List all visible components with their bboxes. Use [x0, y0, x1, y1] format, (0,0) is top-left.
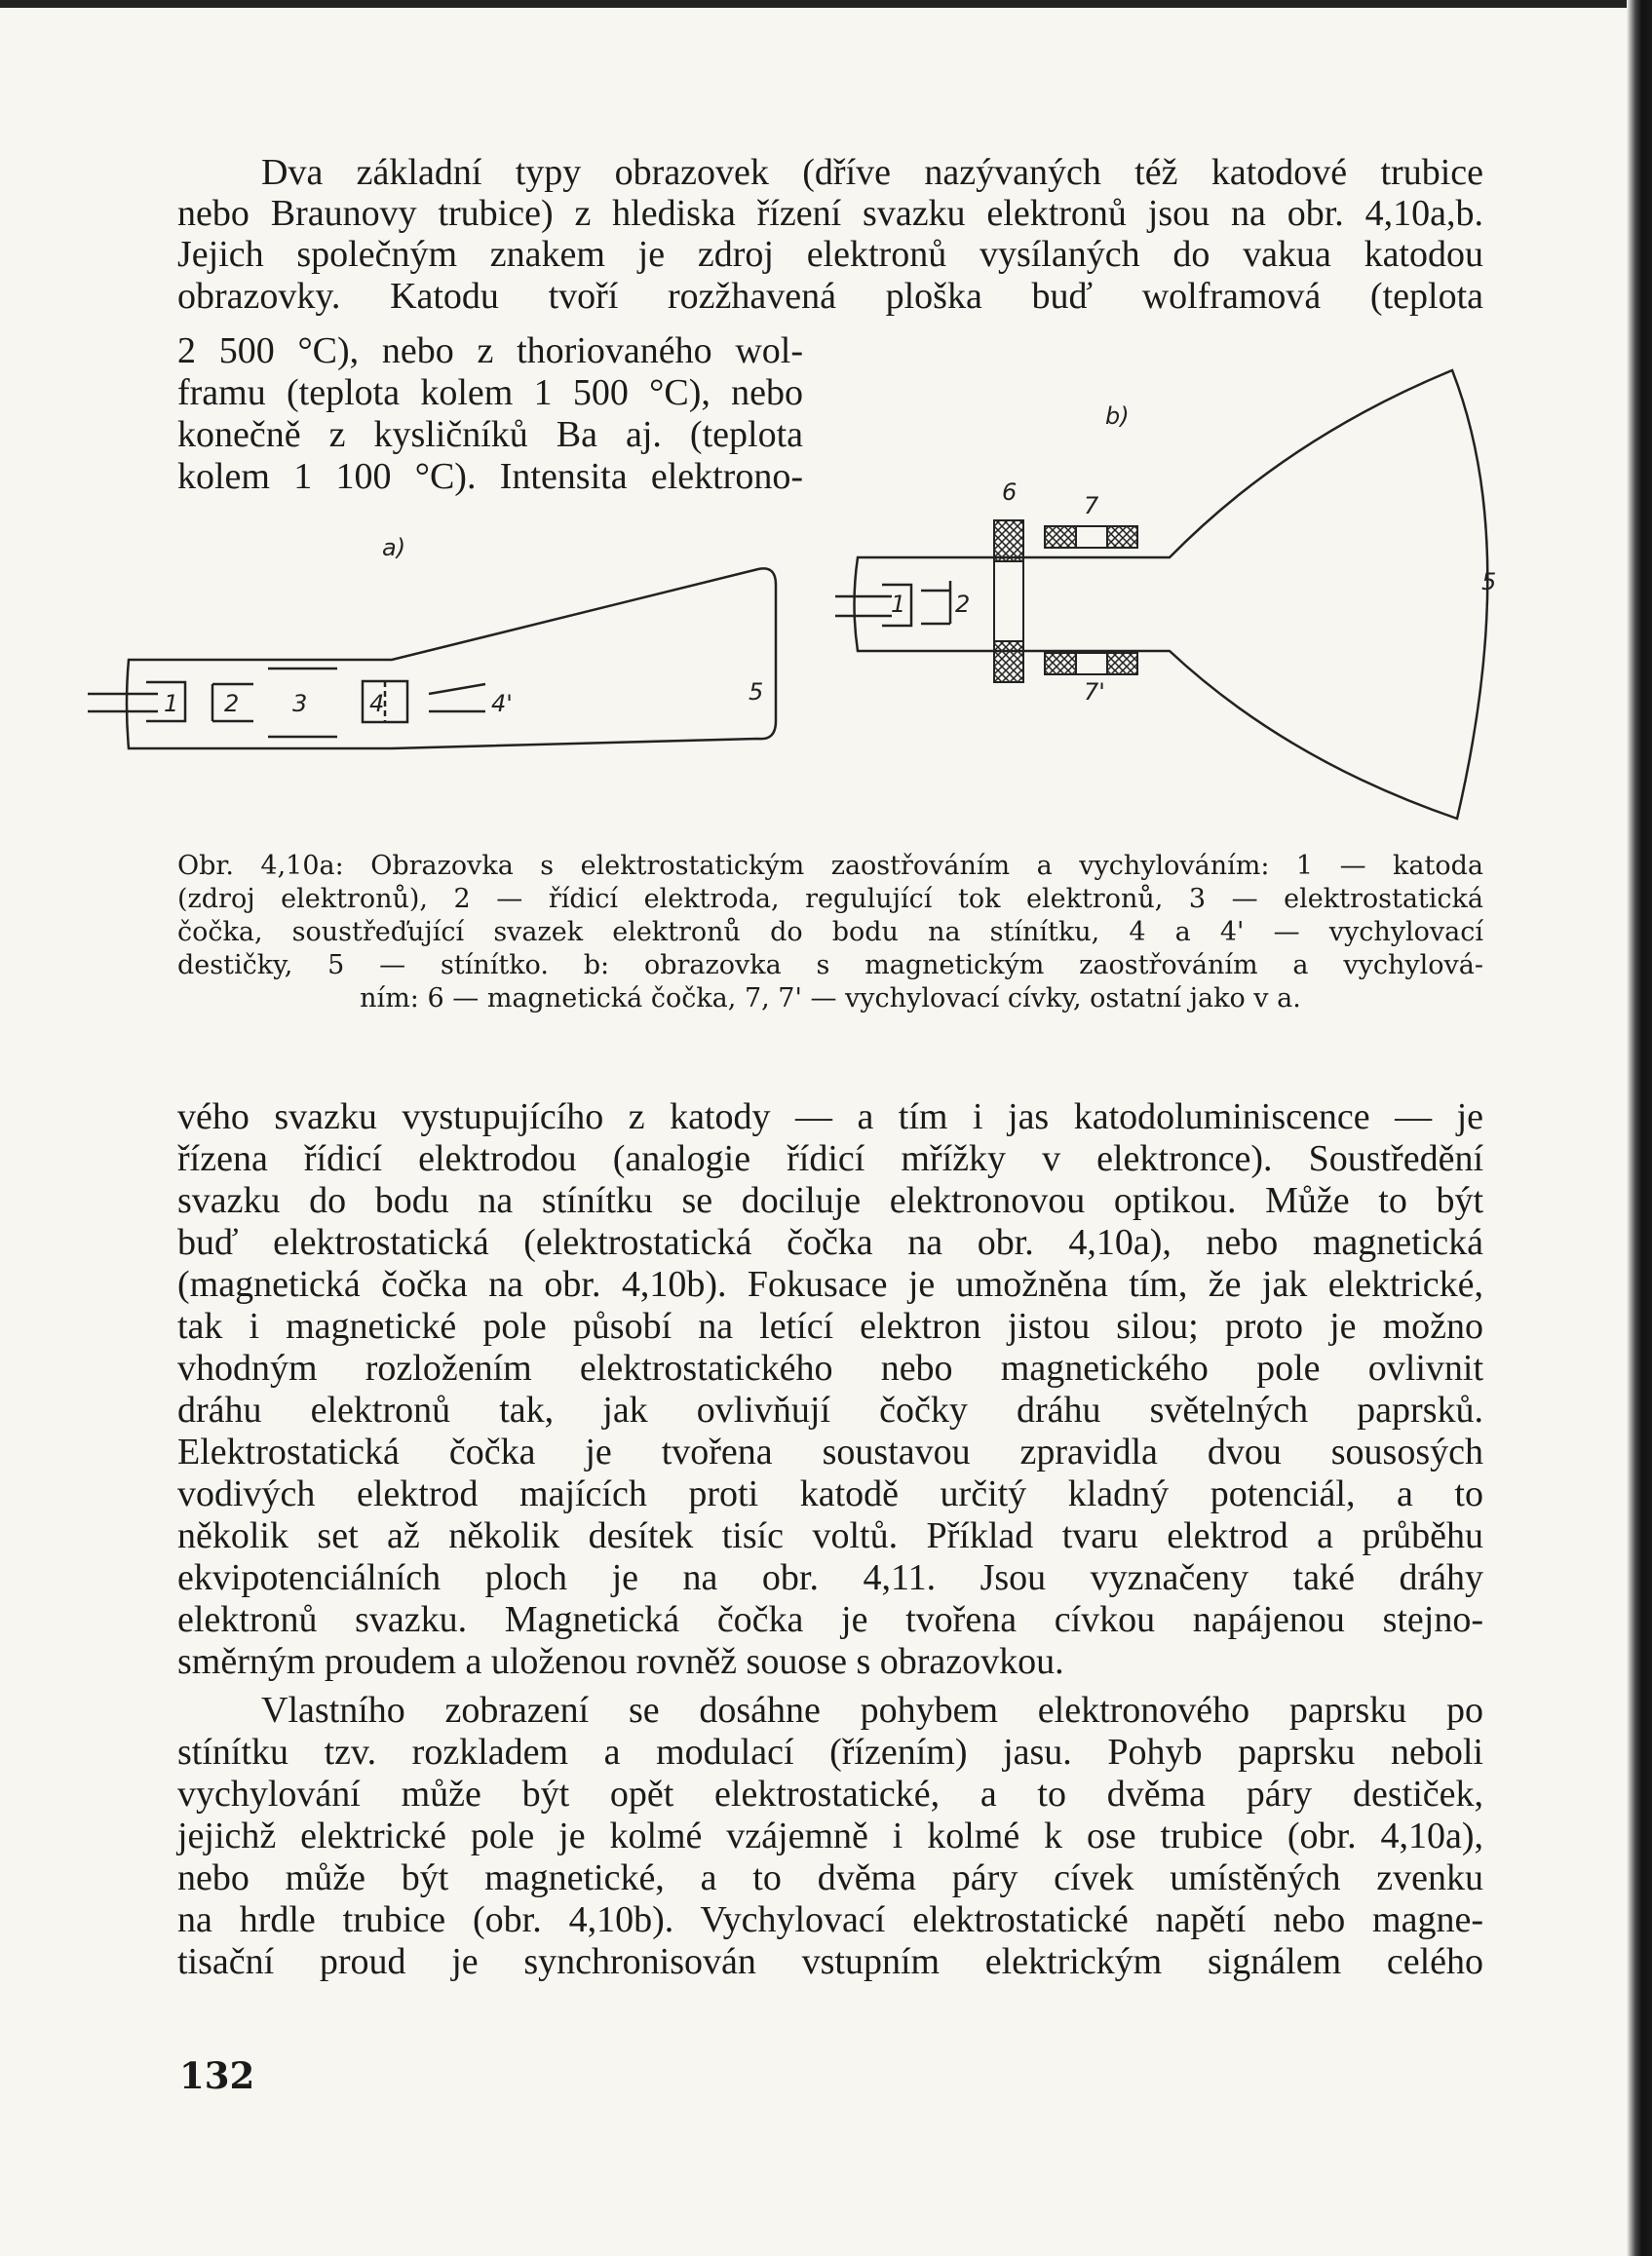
- panel-b-label: b): [1105, 402, 1130, 430]
- text-line: tak i magnetické pole působí na letící elektron jistou silou; proto je možno: [177, 1306, 1483, 1347]
- crt-figure: [0, 0, 1652, 877]
- label-3: 3: [292, 690, 308, 717]
- text-line: dráhu elektronů tak, jak ovlivňují čočky dráhu světelných paprsků.: [177, 1390, 1483, 1431]
- text-line: jejichž elektrické pole je kolmé vzájemně i kolmé k ose trubice (obr. 4,10a),: [177, 1816, 1483, 1856]
- text-line: vodivých elektrod majících proti katodě určitý kladný potenciál, a to: [177, 1473, 1483, 1514]
- text-line: nebo může být magnetické, a to dvěma páry cívek umístěných zvenku: [177, 1857, 1483, 1898]
- label-1: 1: [164, 690, 179, 717]
- label-2: 2: [224, 690, 240, 717]
- text-line: vychylování může být opět elektrostatické, a to dvěma páry destiček,: [177, 1774, 1483, 1815]
- text-line: několik set až několik desítek tisíc voltů. Příklad tvaru elektrod a průběhu: [177, 1515, 1483, 1556]
- text-line: framu (teplota kolem 1 500 °C), nebo: [177, 372, 803, 413]
- text-line: nebo Braunovy trubice) z hlediska řízení svazku elektronů jsou na obr. 4,10a,b.: [177, 193, 1483, 234]
- magnetic-lens-top: [994, 520, 1023, 561]
- page-number: 132: [179, 2054, 255, 2097]
- text-line: tisační proud je synchronisován vstupním elektrickým signálem celého: [177, 1941, 1483, 1982]
- text-line: elektronů svazku. Magnetická čočka je tvořena cívkou napájenou stejno-: [177, 1599, 1483, 1640]
- label-6: 6: [1002, 478, 1018, 506]
- text-line: Vlastního zobrazení se dosáhne pohybem elektronového paprsku po: [261, 1690, 1483, 1731]
- text-line: (magnetická čočka na obr. 4,10b). Fokusace je umožněna tím, že jak elektrické,: [177, 1264, 1483, 1305]
- caption-line: čočka, soustřeďující svazek elektronů do bodu na stínítku, 4 a 4' — vychylovací: [177, 917, 1483, 947]
- label-4-prime: 4': [491, 690, 513, 717]
- text-line: na hrdle trubice (obr. 4,10b). Vychylovací elektrostatické napětí nebo magne-: [177, 1899, 1483, 1940]
- text-line: buď elektrostatická (elektrostatická čočka na obr. 4,10a), nebo magnetická: [177, 1222, 1483, 1263]
- label-2: 2: [955, 591, 971, 618]
- text-line: řízena řídicí elektrodou (analogie řídicí mřížky v elektronce). Soustředění: [177, 1138, 1483, 1179]
- label-7-prime: 7': [1084, 678, 1105, 706]
- label-5: 5: [749, 678, 764, 706]
- label-1: 1: [891, 591, 906, 618]
- text-line: ekvipotenciálních ploch je na obr. 4,11. Jsou vyznačeny také dráhy: [177, 1557, 1483, 1598]
- text-line: stínítku tzv. rozkladem a modulací (řízením) jasu. Pohyb paprsku neboli: [177, 1732, 1483, 1773]
- text-line: konečně z kysličníků Ba aj. (teplota: [177, 414, 803, 455]
- cathode-leads-a: [88, 694, 158, 711]
- text-line: směrným proudem a uloženou rovněž souose s obrazovkou.: [177, 1641, 1064, 1682]
- text-line: vhodným rozložením elektrostatického nebo magnetického pole ovlivnit: [177, 1348, 1483, 1389]
- magnetic-lens-bottom: [994, 641, 1023, 682]
- text-line: Dva základní typy obrazovek (dříve nazývaných též katodové trubice: [261, 152, 1483, 193]
- text-line: Jejich společným znakem je zdroj elektronů vysílaných do vakua katodou: [177, 234, 1483, 275]
- text-line: kolem 1 100 °C). Intensita elektrono-: [177, 456, 803, 497]
- caption-line: destičky, 5 — stínítko. b: obrazovka s magnetickým zaostřováním a vychylová-: [177, 950, 1483, 980]
- caption-line: (zdroj elektronů), 2 — řídicí elektroda, regulující tok elektronů, 3 — elektrostatická: [177, 884, 1483, 914]
- caption-line: ním: 6 — magnetická čočka, 7, 7' — vychylovací cívky, ostatní jako v a.: [360, 983, 1301, 1013]
- text-line: svazku do bodu na stínítku se dociluje elektronovou optikou. Může to být: [177, 1180, 1483, 1221]
- text-line: 2 500 °C), nebo z thoriovaného wol-: [177, 330, 803, 371]
- cathode-leads-b: [835, 596, 892, 616]
- text-line: obrazovky. Katodu tvoří rozžhavená ploška buď wolframová (teplota: [177, 276, 1483, 317]
- caption-line: Obr. 4,10a: Obrazovka s elektrostatickým zaostřováním a vychylováním: 1 — katoda: [177, 851, 1483, 881]
- label-7: 7: [1084, 492, 1099, 519]
- label-4: 4: [369, 690, 385, 717]
- panel-a-label: a): [382, 534, 406, 561]
- label-5: 5: [1481, 568, 1497, 595]
- text-line: vého svazku vystupujícího z katody — a tím i jas katodoluminiscence — je: [177, 1096, 1483, 1137]
- text-line: Elektrostatická čočka je tvořena soustavou zpravidla dvou sousosých: [177, 1432, 1483, 1472]
